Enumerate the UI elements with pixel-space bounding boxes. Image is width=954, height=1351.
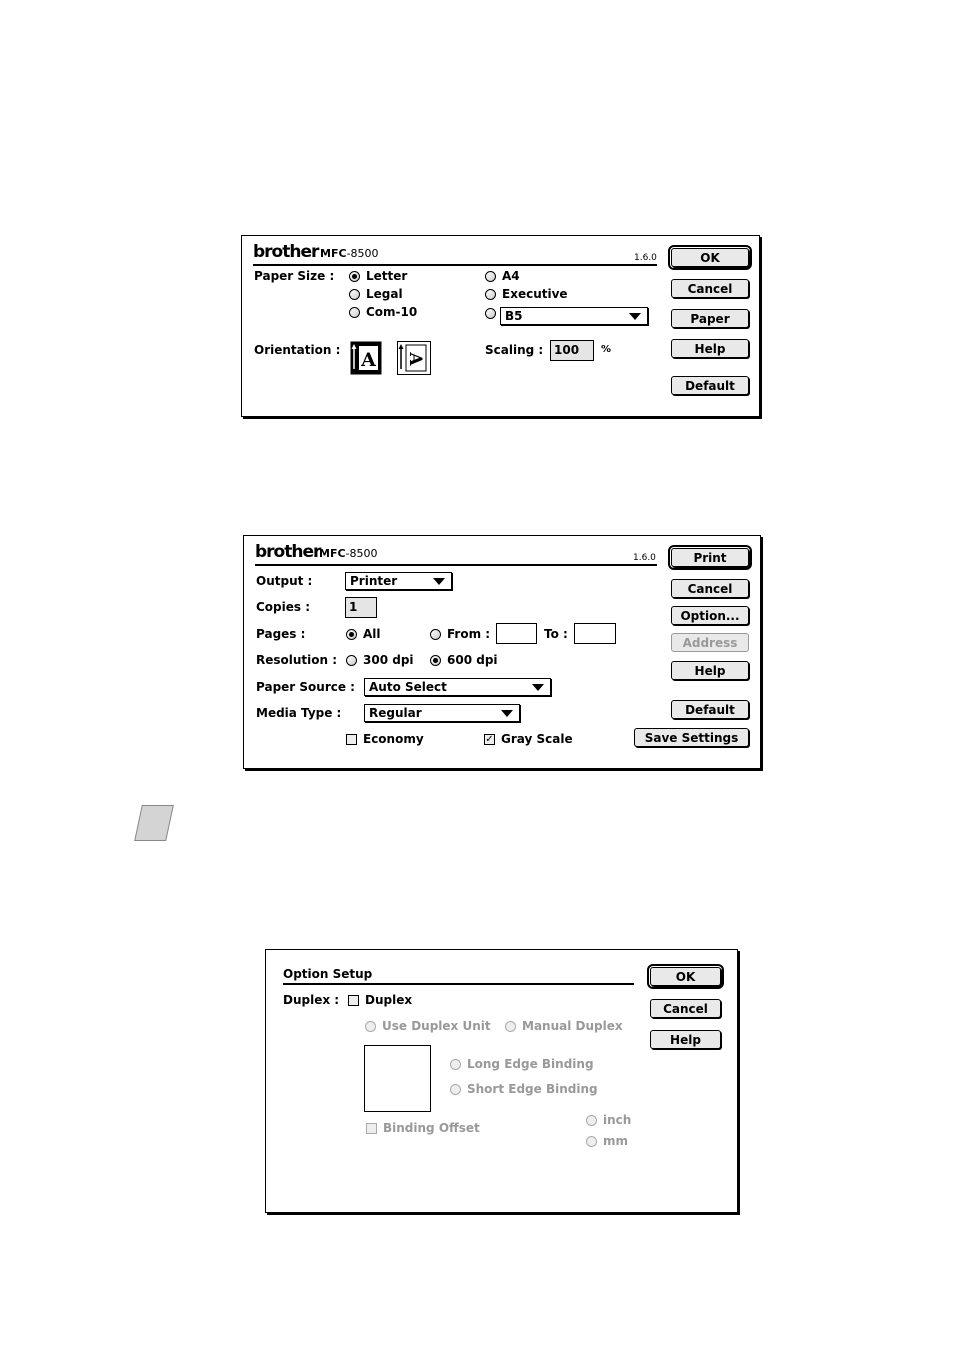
radio-b5[interactable] [485,308,496,319]
label-executive: Executive [502,287,568,301]
copies-input[interactable]: 1 [345,597,377,618]
label-from: From : [447,627,491,641]
from-input[interactable] [496,623,537,644]
paper-size-dropdown[interactable]: B5 [500,307,648,325]
output-label: Output : [256,574,313,588]
radio-use-duplex-unit[interactable] [365,1021,376,1032]
default-button[interactable]: Default [671,376,749,395]
version-label: 1.6.0 [633,553,656,563]
portrait-icon[interactable] [350,341,382,375]
cancel-button[interactable]: Cancel [671,579,749,598]
landscape-icon[interactable] [397,341,431,375]
media-type-dropdown[interactable]: Regular [364,704,520,722]
default-button[interactable]: Default [671,700,749,719]
label-duplex: Duplex [365,993,413,1007]
dialog-title: Option Setup [283,967,373,981]
pages-label: Pages : [256,627,306,641]
svg-text:A: A [361,349,376,371]
paper-size-label: Paper Size : [254,269,335,283]
label-a4: A4 [502,269,520,283]
label-300dpi: 300 dpi [363,653,414,667]
output-dropdown[interactable]: Printer [345,572,452,590]
label-binding-offset: Binding Offset [383,1121,480,1135]
copies-label: Copies : [256,600,311,614]
svg-text:A: A [405,352,425,366]
ok-button[interactable]: OK [671,248,749,267]
orientation-label: Orientation : [254,343,341,357]
chevron-down-icon [501,710,513,717]
label-short-edge: Short Edge Binding [467,1082,598,1096]
radio-pages-range[interactable] [430,629,441,640]
binding-offset-checkbox[interactable] [366,1123,377,1134]
label-all: All [363,627,381,641]
header-rule [255,564,657,566]
radio-600dpi[interactable] [430,655,441,666]
brand-logo: brother [255,542,321,562]
model-name: MFC-8500 [320,247,379,260]
scaling-input[interactable]: 100 [550,340,594,361]
print-button[interactable]: Print [671,548,749,567]
chevron-down-icon [433,578,445,585]
help-button[interactable]: Help [671,661,749,680]
radio-inch[interactable] [586,1115,597,1126]
label-use-duplex-unit: Use Duplex Unit [382,1019,491,1033]
label-com10: Com-10 [366,305,418,319]
cancel-button[interactable]: Cancel [650,999,721,1018]
radio-com10[interactable] [349,307,360,318]
radio-letter[interactable] [349,271,360,282]
radio-300dpi[interactable] [346,655,357,666]
to-input[interactable] [574,623,616,644]
label-600dpi: 600 dpi [447,653,498,667]
cancel-button[interactable]: Cancel [671,279,749,298]
option-button[interactable]: Option... [671,606,749,625]
radio-a4[interactable] [485,271,496,282]
label-grayscale: Gray Scale [501,732,573,746]
radio-long-edge[interactable] [450,1059,461,1070]
option-setup-dialog [265,949,738,1213]
print-dialog [243,535,761,769]
radio-manual-duplex[interactable] [505,1021,516,1032]
radio-pages-all[interactable] [346,629,357,640]
grayscale-checkbox[interactable]: ✓ [485,734,494,745]
label-manual-duplex: Manual Duplex [522,1019,623,1033]
brand-logo: brother [253,242,319,262]
ok-button[interactable]: OK [650,967,721,986]
note-icon [134,805,174,841]
label-economy: Economy [363,732,424,746]
radio-legal[interactable] [349,289,360,300]
scaling-label: Scaling : [485,343,544,357]
label-long-edge: Long Edge Binding [467,1057,594,1071]
radio-executive[interactable] [485,289,496,300]
paper-setup-dialog [241,235,760,417]
model-name: MFC-8500 [319,547,378,560]
duplex-checkbox[interactable] [348,995,359,1006]
label-inch: inch [603,1113,632,1127]
save-settings-button[interactable]: Save Settings [634,728,749,747]
chevron-down-icon [532,684,544,691]
resolution-label: Resolution : [256,653,338,667]
header-rule [283,983,634,985]
paper-source-label: Paper Source : [256,680,355,694]
help-button[interactable]: Help [650,1030,721,1049]
duplex-label: Duplex : [283,993,340,1007]
binding-preview [364,1045,431,1112]
economy-checkbox[interactable] [346,734,357,745]
help-button[interactable]: Help [671,339,749,358]
radio-mm[interactable] [586,1136,597,1147]
paper-source-dropdown[interactable]: Auto Select [364,678,551,696]
label-letter: Letter [366,269,408,283]
address-button[interactable]: Address [671,633,749,652]
radio-short-edge[interactable] [450,1084,461,1095]
label-mm: mm [603,1134,629,1148]
percent-label: % [601,344,612,355]
chevron-down-icon [629,313,641,320]
version-label: 1.6.0 [634,253,657,263]
label-legal: Legal [366,287,403,301]
media-type-label: Media Type : [256,706,342,720]
header-rule [253,264,657,266]
paper-button[interactable]: Paper [671,309,749,328]
label-to: To : [544,627,568,641]
